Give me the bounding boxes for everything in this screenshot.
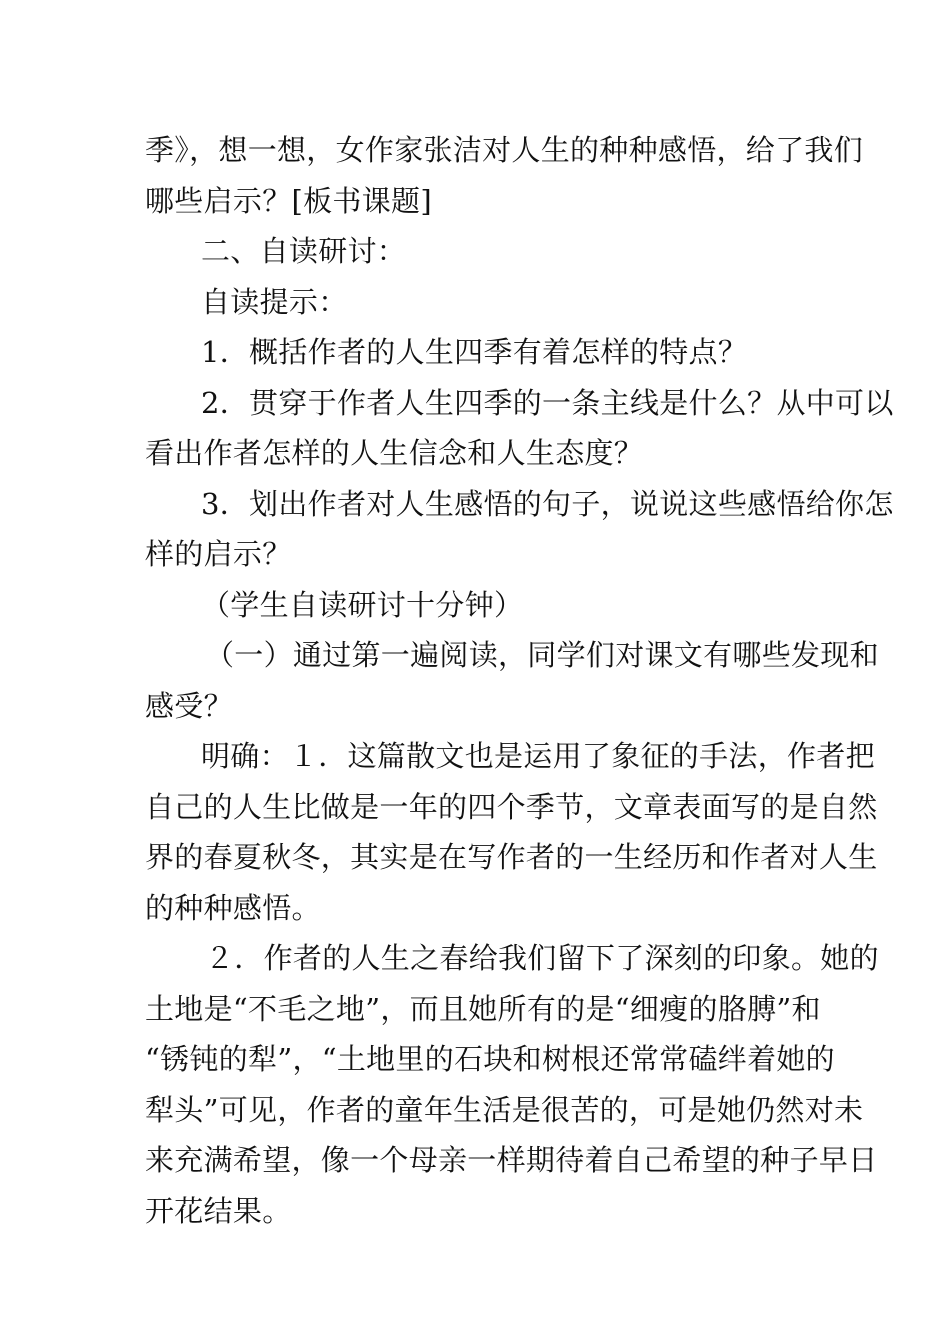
section-heading: 二、自读研讨： <box>201 234 407 268</box>
text-line: 犁头”可见，作者的童年生活是很苦的，可是她仍然对未 <box>145 1092 864 1127</box>
text-line: “锈钝的犁”，“土地里的石块和树根还常常磕绊着她的 <box>145 1042 835 1076</box>
text-line: 界的春夏秋冬，其实是在写作者的一生经历和作者对人生 <box>145 840 878 874</box>
text-line: 感受？ <box>145 688 233 723</box>
text-line: 的种种感悟。 <box>145 890 321 925</box>
body-text <box>145 125 894 1236</box>
text-line: （一）通过第一遍阅读，同学们对课文有哪些发现和 <box>205 638 879 672</box>
text-line: 开花结果。 <box>145 1193 292 1228</box>
text-line: 看出作者怎样的人生信念和人生态度？ <box>145 436 644 470</box>
text-line: 明确：１．这篇散文也是运用了象征的手法，作者把 <box>201 739 875 773</box>
list-item: 2．贯穿于作者人生四季的一条主线是什么？从中可以 <box>201 385 894 420</box>
text-line: 自己的人生比做是一年的四个季节，文章表面写的是自然 <box>145 789 878 824</box>
text-line: （学生自读研讨十分钟） <box>201 587 524 622</box>
text-line: 自读提示： <box>201 284 348 319</box>
text-line: 样的启示？ <box>145 537 292 571</box>
text-line: 哪些启示？[板书课题] <box>145 183 432 218</box>
text-line: 土地是“不毛之地”，而且她所有的是“细瘦的胳膊”和 <box>145 991 821 1026</box>
text-line: 来充满希望，像一个母亲一样期待着自己希望的种子早日 <box>145 1143 878 1177</box>
list-item: 1．概括作者的人生四季有着怎样的特点？ <box>201 335 748 369</box>
list-item: 3．划出作者对人生感悟的句子，说说这些感悟给你怎 <box>201 486 894 521</box>
text-line: ２．作者的人生之春给我们留下了深刻的印象。她的 <box>205 941 879 975</box>
text-line: 季》，想一想，女作家张洁对人生的种种感悟，给了我们 <box>145 133 864 167</box>
